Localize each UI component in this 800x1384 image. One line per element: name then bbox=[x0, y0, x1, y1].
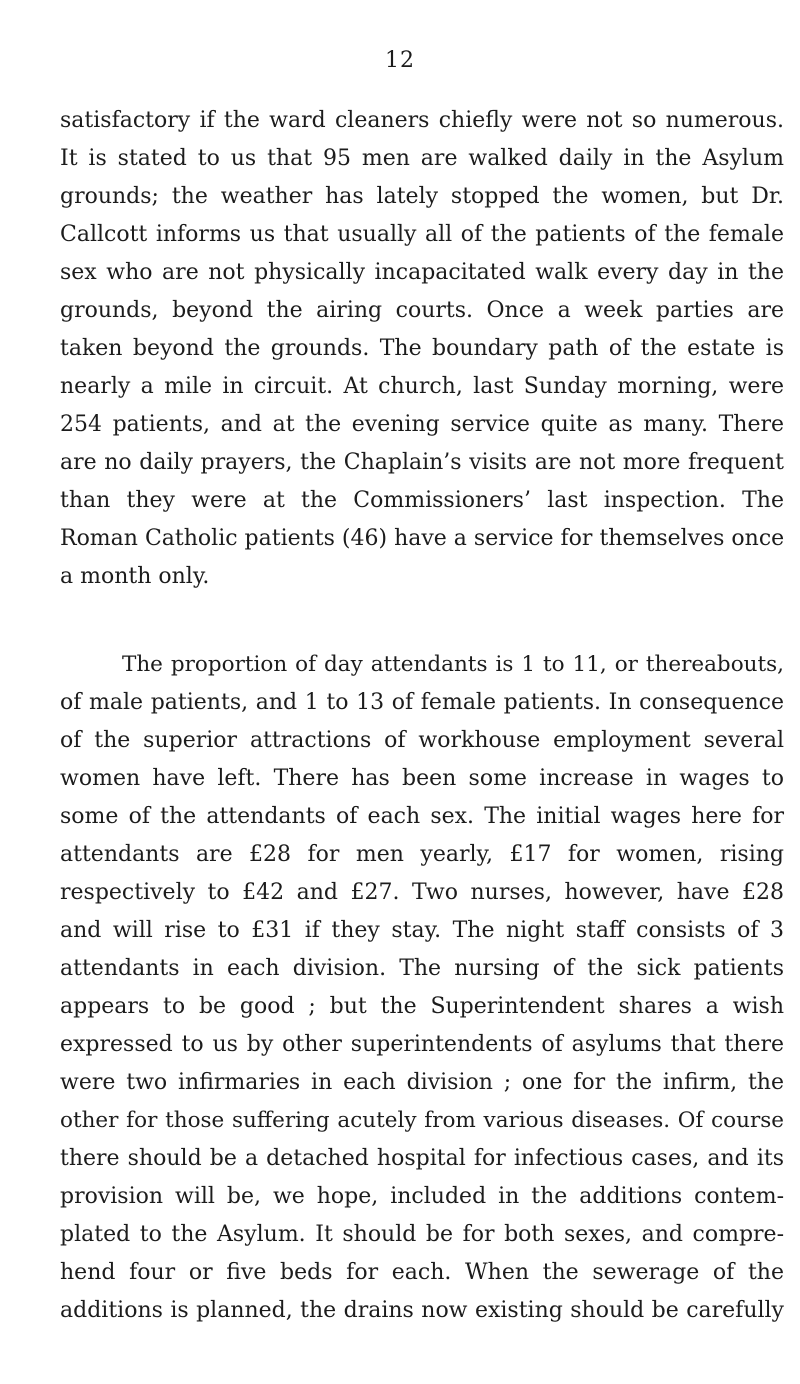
text-line: The proportion of day attendants is 1 to 11, or thereabouts, bbox=[122, 652, 784, 677]
text-line: of male patients, and 1 to 13 of female patients. In consequence bbox=[60, 690, 784, 715]
text-line: were two infirmaries in each division ; one for the infirm, the bbox=[60, 1070, 784, 1095]
text-line: and will rise to £31 if they stay. The night staff consists of 3 bbox=[60, 918, 784, 943]
text-line: than they were at the Commissioners’ last inspection. The bbox=[60, 488, 784, 513]
text-line: appears to be good ; but the Superintendent shares a wish bbox=[60, 994, 784, 1019]
text-line: some of the attendants of each sex. The initial wages here for bbox=[60, 804, 784, 829]
page-number: 12 bbox=[385, 48, 415, 73]
text-line: women have left. There has been some increase in wages to bbox=[60, 766, 784, 791]
text-line: It is stated to us that 95 men are walked daily in the Asylum bbox=[60, 146, 784, 171]
text-line: Roman Catholic patients (46) have a service for themselves once bbox=[60, 526, 785, 551]
paragraph-walks-and-worship bbox=[60, 102, 784, 596]
text-line: grounds; the weather has lately stopped the women, but Dr. bbox=[60, 184, 784, 209]
text-line: grounds, beyond the airing courts. Once a week parties are bbox=[60, 298, 784, 323]
text-line: nearly a mile in circuit. At church, last Sunday morning, were bbox=[60, 374, 784, 399]
text-line: there should be a detached hospital for infectious cases, and its bbox=[60, 1146, 784, 1171]
text-line: satisfactory if the ward cleaners chiefly were not so numerous. bbox=[60, 108, 784, 133]
text-line: 254 patients, and at the evening service quite as many. There bbox=[60, 412, 784, 437]
text-line: attendants are £28 for men yearly, £17 for women, rising bbox=[60, 842, 784, 867]
text-line: provision will be, we hope, included in the additions contem- bbox=[60, 1184, 784, 1209]
text-line: attendants in each division. The nursing of the sick patients bbox=[60, 956, 784, 981]
text-line: Callcott informs us that usually all of the patients of the female bbox=[60, 222, 784, 247]
paragraph-attendants-and-nursing bbox=[60, 646, 784, 1330]
text-line: expressed to us by other superintendents of asylums that there bbox=[60, 1032, 784, 1057]
text-line: additions is planned, the drains now existing should be carefully bbox=[60, 1298, 784, 1323]
text-line: taken beyond the grounds. The boundary path of the estate is bbox=[60, 336, 784, 361]
text-line: are no daily prayers, the Chaplain’s visits are not more frequent bbox=[60, 450, 784, 475]
text-line: sex who are not physically incapacitated walk every day in the bbox=[60, 260, 784, 285]
text-line: hend four or five beds for each. When the sewerage of the bbox=[60, 1260, 784, 1285]
text-line: plated to the Asylum. It should be for both sexes, and compre- bbox=[60, 1222, 784, 1247]
text-line: other for those suffering acutely from various diseases. Of course bbox=[60, 1108, 784, 1133]
text-line: respectively to £42 and £27. Two nurses, however, have £28 bbox=[60, 880, 784, 905]
text-line: of the superior attractions of workhouse employment several bbox=[60, 728, 784, 753]
text-line: a month only. bbox=[60, 564, 210, 589]
